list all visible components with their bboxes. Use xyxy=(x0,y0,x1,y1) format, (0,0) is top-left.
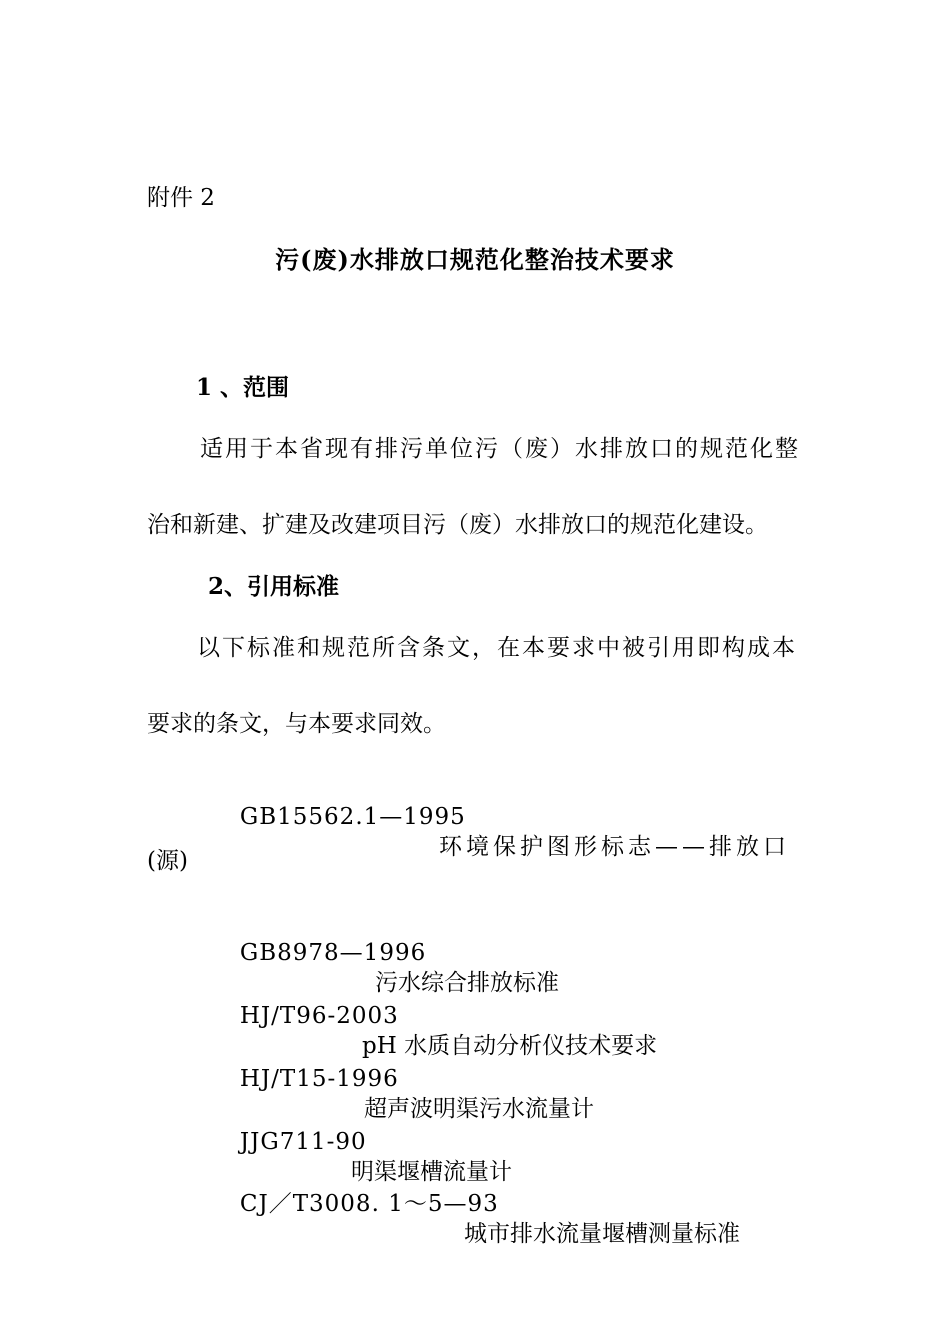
standard-name: pH 水质自动分析仪技术要求 xyxy=(362,1033,658,1059)
standard-name: 超声波明渠污水流量计 xyxy=(364,1096,594,1122)
references-paragraph-line-2: 要求的条文，与本要求同效。 xyxy=(147,711,446,737)
standard-name: 城市排水流量堰槽测量标准 xyxy=(464,1221,740,1247)
section-heading-references: 2、引用标准 xyxy=(208,573,340,600)
standard-code: HJ/T96-2003 xyxy=(239,1003,399,1029)
standard-name-continuation: (源) xyxy=(147,848,188,874)
standard-code: CJ／T3008. 1～5—93 xyxy=(239,1191,499,1217)
document-title: 污(废)水排放口规范化整治技术要求 xyxy=(275,245,675,274)
scope-paragraph-line-1: 适用于本省现有排污单位污（废）水排放口的规范化整 xyxy=(200,436,800,462)
standard-item xyxy=(196,1159,740,1279)
standard-name: 明渠堰槽流量计 xyxy=(351,1159,512,1185)
standard-code: GB15562.1—1995 xyxy=(239,804,466,830)
references-paragraph-line-1: 以下标准和规范所含条文，在本要求中被引用即构成本 xyxy=(197,635,797,661)
section-heading-scope: 1 、范围 xyxy=(196,374,290,401)
standard-code: HJ/T15-1996 xyxy=(239,1066,399,1092)
standard-name: 环境保护图形标志——排放口 xyxy=(439,834,790,860)
attachment-label: 附件 2 xyxy=(147,185,215,211)
standard-name: 污水综合排放标准 xyxy=(375,970,559,996)
standard-code: JJG711-90 xyxy=(239,1129,367,1155)
standard-item xyxy=(196,772,790,892)
standard-code: GB8978—1996 xyxy=(239,940,427,966)
scope-paragraph-line-2: 治和新建、扩建及改建项目污（废）水排放口的规范化建设。 xyxy=(147,512,768,538)
